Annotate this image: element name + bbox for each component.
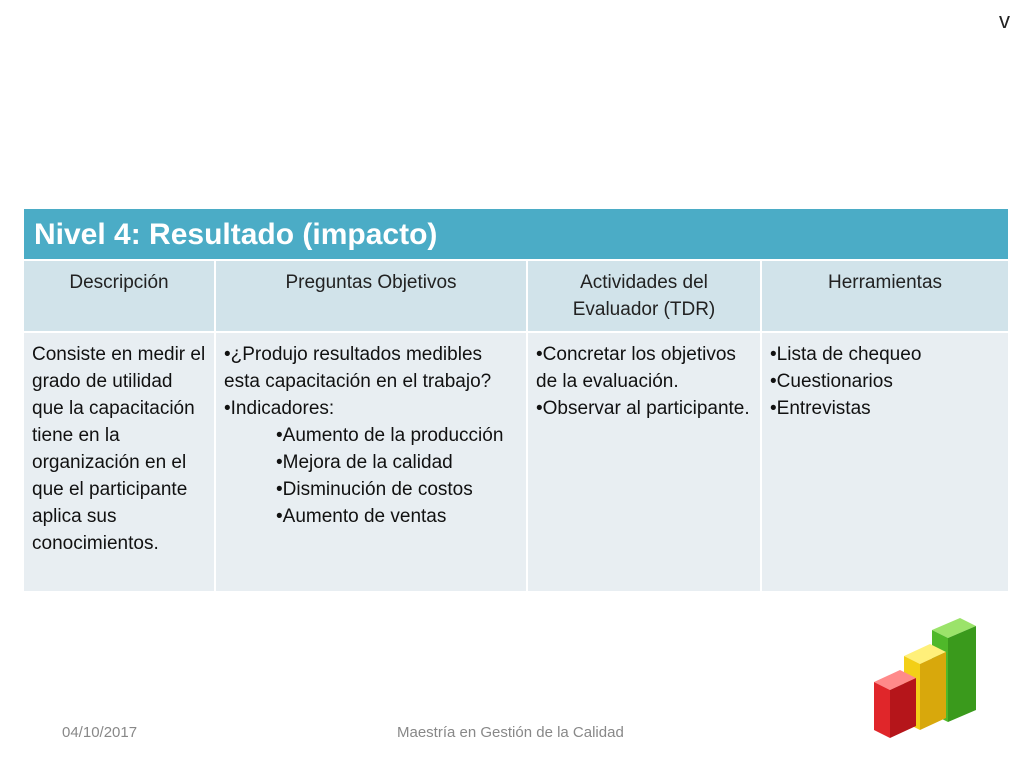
indicator-item: • Aumento de ventas bbox=[224, 503, 518, 530]
tool-item: • Lista de chequeo bbox=[770, 341, 1000, 368]
description-cell: Consiste en medir el grado de utilidad que la capacitación tiene en la organización en el que el participante aplica sus conocimientos. bbox=[24, 332, 215, 591]
header-preguntas: Preguntas Objetivos bbox=[215, 260, 527, 332]
header-herramientas: Herramientas bbox=[761, 260, 1008, 332]
corner-mark: v bbox=[999, 8, 1010, 33]
question-item: • ¿Produjo resultados medibles esta capacitación en el trabajo? bbox=[224, 341, 518, 395]
footer-title: Maestría en Gestión de la Calidad bbox=[397, 724, 624, 741]
activity-item: • Concretar los objetivos de la evaluación. bbox=[536, 341, 752, 395]
footer-date: 04/10/2017 bbox=[62, 724, 138, 741]
tool-item: • Cuestionarios bbox=[770, 368, 1000, 395]
level-table bbox=[24, 209, 1008, 591]
tools-cell bbox=[761, 332, 1008, 591]
tool-item: • Entrevistas bbox=[770, 395, 1000, 422]
activity-item: • Observar al participante. bbox=[536, 395, 752, 422]
indicator-item: • Disminución de costos bbox=[224, 476, 518, 503]
header-actividades: Actividades del Evaluador (TDR) bbox=[527, 260, 761, 332]
questions-cell bbox=[215, 332, 527, 591]
indicator-item: • Aumento de la producción bbox=[224, 422, 518, 449]
activities-cell bbox=[527, 332, 761, 591]
bar-chart-3d-icon bbox=[866, 612, 982, 740]
question-item: • Indicadores: bbox=[224, 395, 518, 422]
indicator-item: • Mejora de la calidad bbox=[224, 449, 518, 476]
header-descripcion: Descripción bbox=[24, 260, 215, 332]
table-title: Nivel 4: Resultado (impacto) bbox=[24, 209, 1008, 260]
